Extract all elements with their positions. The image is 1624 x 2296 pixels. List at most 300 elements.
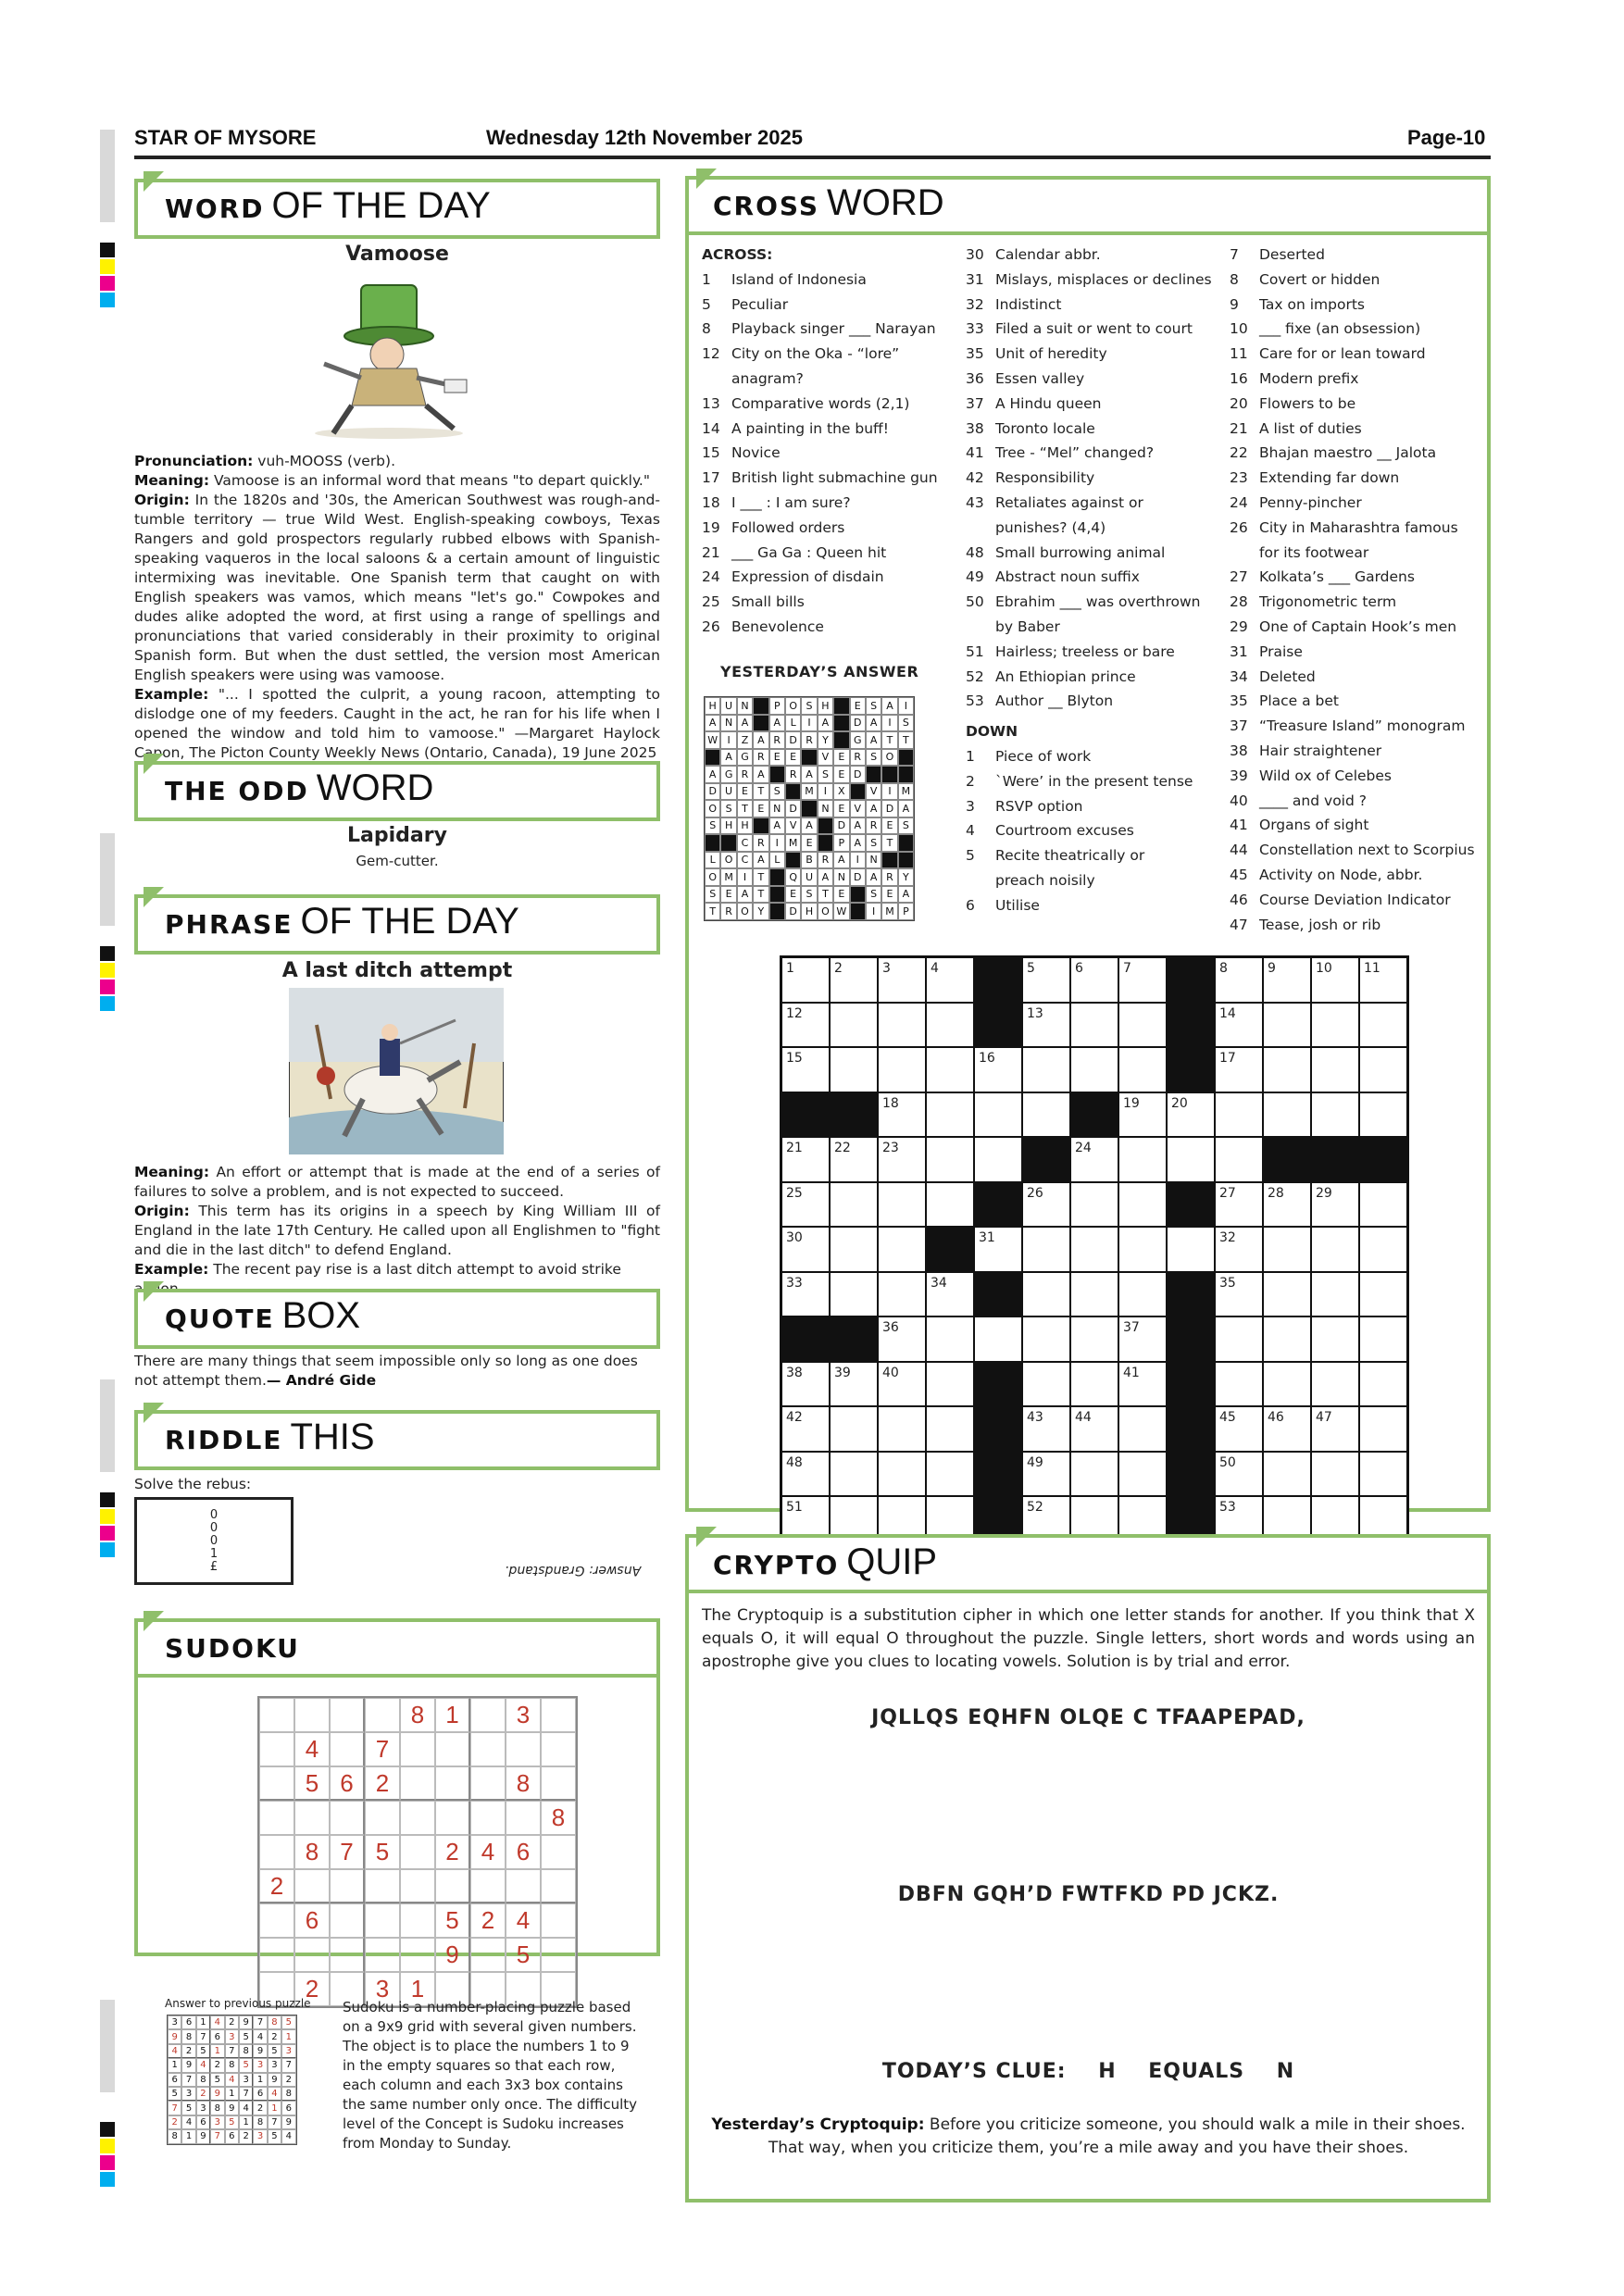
crossword-cell[interactable] [1264,1004,1310,1047]
crossword-cell[interactable] [1264,1183,1310,1227]
sudoku-cell[interactable] [506,1801,541,1835]
crossword-cell[interactable] [879,1453,925,1496]
crossword-cell[interactable] [1216,1138,1262,1181]
clue-text: An Ethiopian prince [995,668,1136,685]
sudoku-cell[interactable] [506,1732,541,1766]
clue-number: 13 [702,394,720,412]
sudoku-cell[interactable]: 8 [506,1766,541,1801]
crossword-cell[interactable] [1119,1317,1166,1361]
crossword-cell[interactable] [1119,1228,1166,1271]
crossword-cell[interactable] [975,1093,1021,1137]
sudoku-cell[interactable]: 8 [400,1698,435,1732]
sudoku-cell[interactable] [470,1766,506,1801]
crossword-cell[interactable] [1312,958,1358,1002]
clue-number: 21 [1230,419,1248,437]
register-yellow [100,963,115,978]
sudoku-cell[interactable] [294,1869,330,1903]
crossword-cell[interactable] [927,1273,973,1316]
crossword-cell[interactable] [1071,1363,1118,1406]
yesterday-cell [818,834,833,852]
register-yellow [100,2139,115,2153]
clue-number: 25 [702,593,720,611]
yesterday-cell [850,783,866,801]
crossword-cell[interactable] [927,1363,973,1406]
yesterday-cell: S [866,749,881,767]
crossword-cell[interactable] [1071,1273,1118,1316]
sudoku-cell[interactable] [400,1938,435,1972]
crossword-cell[interactable] [1360,1093,1406,1137]
crossword-cell[interactable] [879,1004,925,1047]
sudoku-cell[interactable] [435,1732,470,1766]
sudoku-cell[interactable]: 7 [365,1732,400,1766]
crossword-cell[interactable] [782,1183,829,1227]
crossword-cell[interactable] [1264,1363,1310,1406]
crossword-cell[interactable] [1216,1228,1262,1271]
prev-sudoku-cell: 6 [168,2073,181,2087]
sudoku-cell[interactable] [259,1903,294,1938]
sudoku-cell[interactable] [330,1732,365,1766]
crossword-cell[interactable] [1071,1183,1118,1227]
sudoku-cell[interactable]: 6 [294,1903,330,1938]
sudoku-cell[interactable] [330,1938,365,1972]
crossword-cell[interactable] [879,1048,925,1092]
sudoku-cell[interactable]: 8 [294,1835,330,1869]
yesterday-cell: G [850,731,866,749]
crossword-cell[interactable] [1216,1317,1262,1361]
sudoku-cell[interactable]: 2 [470,1903,506,1938]
sudoku-cell[interactable] [365,1801,400,1835]
clue [966,843,1216,868]
clue [1230,441,1480,466]
sudoku-cell[interactable] [330,1698,365,1732]
sudoku-cell[interactable] [365,1903,400,1938]
crossword-cell[interactable] [1264,1453,1310,1496]
crossword-cell[interactable] [782,1407,829,1451]
sudoku-cell[interactable] [294,1698,330,1732]
crossword-cell[interactable] [1071,958,1118,1002]
clue [1230,714,1480,739]
odd-word-title: THE ODD WORD [165,767,434,808]
sudoku-cell[interactable]: 7 [330,1835,365,1869]
crossword-cell[interactable] [1264,1317,1310,1361]
crossword-cell[interactable] [927,1138,973,1181]
register-bar [100,1379,115,1472]
crossword-cell[interactable] [1119,1273,1166,1316]
crossword-cell[interactable] [1119,1363,1166,1406]
yesterday-cell: D [850,868,866,886]
sudoku-cell[interactable] [400,1903,435,1938]
crossword-cell[interactable] [1119,1004,1166,1047]
clue-number: 35 [1230,693,1248,710]
crossword-cell[interactable] [879,1228,925,1271]
cell-number: 51 [786,1500,803,1515]
prev-sudoku-cell: 1 [196,2015,210,2029]
clue [1230,392,1480,417]
crossword-cell[interactable] [782,1453,829,1496]
crossword-cell[interactable] [1023,1273,1069,1316]
crossword-cell[interactable] [1312,1048,1358,1092]
clue-number: 7 [1230,246,1239,263]
clue-number: 41 [966,444,984,462]
crossword-cell[interactable] [1360,1004,1406,1047]
yesterday-cell: A [850,834,866,852]
crossword-cell[interactable] [1023,1317,1069,1361]
crossword-cell[interactable] [1312,1453,1358,1496]
crossword-cell[interactable] [1360,1363,1406,1406]
yesterday-cell: E [737,783,753,801]
crossword-cell[interactable] [782,958,829,1002]
crossword-cell[interactable] [831,958,877,1002]
clue-text: Activity on Node, abbr. [1259,866,1423,883]
clue-text: Bhajan maestro __ Jalota [1259,444,1437,462]
sudoku-cell[interactable] [400,1732,435,1766]
crossword-cell[interactable] [1071,1453,1118,1496]
crossword-cell[interactable] [927,1004,973,1047]
cryptoquip-clue: TODAY’S CLUE: H EQUALS N [881,2060,1295,2083]
sudoku-cell[interactable]: 5 [365,1835,400,1869]
crossword-cell[interactable] [927,1453,973,1496]
clue-text: for its footwear [1259,543,1369,561]
clue [1230,243,1480,268]
clue-number: 26 [702,618,720,635]
sudoku-cell[interactable] [259,1835,294,1869]
clue-text: Utilise [995,896,1040,914]
yesterday-cell: S [720,800,736,817]
crossword-cell[interactable] [831,1228,877,1271]
yesterday-cell: Y [818,731,833,749]
sudoku-cell[interactable]: 2 [435,1835,470,1869]
clue [702,590,952,615]
crossword-cell[interactable] [975,1048,1021,1092]
yesterday-cell: T [881,731,897,749]
crossword-cell[interactable] [831,1273,877,1316]
crossword-cell[interactable] [1360,1048,1406,1092]
crossword-cell[interactable] [1360,1228,1406,1271]
crossword-cell[interactable] [1119,958,1166,1002]
sudoku-cell[interactable]: 5 [506,1938,541,1972]
crossword-cell[interactable] [927,958,973,1002]
quote-author: — André Gide [266,1372,377,1389]
yesterday-cell: T [753,868,768,886]
sudoku-cell[interactable] [330,1869,365,1903]
yesterday-cell: A [705,715,720,732]
crossword-cell[interactable] [1023,1004,1069,1047]
sudoku-cell[interactable] [400,1869,435,1903]
clue-number: 31 [966,270,984,288]
sudoku-cell[interactable] [365,1698,400,1732]
crossword-cell[interactable] [1023,1093,1069,1137]
sudoku-cell[interactable]: 2 [365,1766,400,1801]
crossword-cell[interactable] [1360,1273,1406,1316]
crossword-cell [1023,1138,1069,1181]
crossword-cell[interactable] [831,1363,877,1406]
sudoku-cell[interactable] [259,1698,294,1732]
crossword-cell[interactable] [1312,1273,1358,1316]
sudoku-cell[interactable] [330,1903,365,1938]
crossword-cell[interactable] [1312,1183,1358,1227]
sudoku-cell[interactable] [435,1801,470,1835]
clue-number: 6 [966,896,975,914]
crossword-cell[interactable] [1023,958,1069,1002]
crossword-cell[interactable] [879,1273,925,1316]
crossword-cell[interactable] [1360,1183,1406,1227]
crossword-cell[interactable] [1071,1138,1118,1181]
crossword-cell[interactable] [831,1407,877,1451]
crossword-cell[interactable] [1264,1273,1310,1316]
clue [1230,367,1480,392]
crossword-cell[interactable] [1264,958,1310,1002]
crossword-cell[interactable] [1264,1228,1310,1271]
crossword-cell[interactable] [1071,1048,1118,1092]
sudoku-cell[interactable]: 6 [330,1766,365,1801]
sudoku-cell[interactable]: 2 [259,1869,294,1903]
cell-number: 36 [882,1320,899,1335]
sudoku-cell[interactable]: 1 [400,1972,435,2006]
crossword-cell[interactable] [1216,1407,1262,1451]
crossword-cell[interactable] [1312,1363,1358,1406]
crossword-cell[interactable] [1168,1228,1214,1271]
prev-sudoku-cell: 7 [181,2073,195,2087]
crossword-cell[interactable] [1023,1228,1069,1271]
clue-text: City in Maharashtra famous [1259,518,1458,536]
sudoku-cell[interactable]: 9 [435,1938,470,1972]
sudoku-cell[interactable] [259,1766,294,1801]
cell-number: 42 [786,1410,803,1425]
sudoku-cell[interactable]: 4 [470,1835,506,1869]
crossword-cell[interactable] [782,1273,829,1316]
crossword-cell[interactable] [1071,1228,1118,1271]
sudoku-cell[interactable] [470,1869,506,1903]
crossword-cell[interactable] [831,1138,877,1181]
prev-sudoku-cell: 6 [210,2029,224,2043]
sudoku-cell[interactable] [470,1732,506,1766]
crossword-cell[interactable] [831,1183,877,1227]
crossword-cell[interactable] [782,1138,829,1181]
crossword-cell[interactable] [1071,1004,1118,1047]
sudoku-cell[interactable] [541,1869,576,1903]
sudoku-cell[interactable] [541,1766,576,1801]
clue-number: 53 [966,693,984,710]
crossword-cell[interactable] [927,1317,973,1361]
crossword-cell[interactable] [782,1004,829,1047]
clue-number: 34 [1230,668,1248,685]
crossword-cell[interactable] [1216,1453,1262,1496]
sudoku-cell[interactable] [435,1766,470,1801]
clue-text: Tax on imports [1259,295,1365,313]
crossword-cell[interactable] [879,1363,925,1406]
crossword-cell[interactable] [1023,1453,1069,1496]
sudoku-cell[interactable] [470,1698,506,1732]
sudoku-cell[interactable] [470,1938,506,1972]
clue-text: Courtroom excuses [995,822,1134,840]
crossword-cell[interactable] [1360,958,1406,1002]
crossword-cell[interactable] [879,958,925,1002]
prev-sudoku-cell: 6 [196,2115,210,2129]
crossword-cell[interactable] [1264,1093,1310,1137]
yesterday-cell: E [881,817,897,835]
sudoku-cell[interactable] [365,1869,400,1903]
cell-number: 11 [1364,961,1380,976]
clue-number [966,615,995,640]
crossword-cell[interactable] [782,1048,829,1092]
sudoku-cell[interactable] [541,1732,576,1766]
crossword-cell[interactable] [1119,1138,1166,1181]
sudoku-cell[interactable] [294,1938,330,1972]
crossword-cell[interactable] [1168,1138,1214,1181]
sudoku-cell[interactable] [541,1698,576,1732]
sudoku-cell[interactable]: 3 [365,1972,400,2006]
sudoku-cell[interactable] [400,1835,435,1869]
cell-number: 35 [1219,1275,1236,1291]
sudoku-cell[interactable]: 3 [506,1698,541,1732]
yesterday-cell: A [833,852,849,869]
crossword-cell[interactable] [879,1317,925,1361]
crossword-cell[interactable] [927,1048,973,1092]
clue [966,868,1216,893]
sudoku-cell[interactable]: 5 [435,1903,470,1938]
clue-number: 8 [702,320,711,338]
sudoku-cell[interactable]: 4 [294,1732,330,1766]
sudoku-cell[interactable]: 2 [294,1972,330,2006]
crossword-cell[interactable] [1168,1093,1214,1137]
sudoku-cell[interactable]: 6 [506,1835,541,1869]
crossword-cell[interactable] [1216,1363,1262,1406]
crossword-cell[interactable] [1312,1228,1358,1271]
crossword-cell[interactable] [879,1407,925,1451]
prev-sudoku-cell: 4 [253,2029,267,2043]
clue [1230,913,1480,938]
clue-number [966,516,995,541]
crossword-cell[interactable] [1216,1183,1262,1227]
cryptoquip-intro: The Cryptoquip is a substitution cipher in which one letter stands for another. If you think that X equals O, it will equal O throughout the puzzle. Single letters, short words and words using an apostrophe give you clues to locating vowels. Solution is by trial and error. [702,1606,1475,1671]
crossword-cell[interactable] [1071,1317,1118,1361]
crossword-cell[interactable] [782,1228,829,1271]
across-clues-column-1 [702,243,952,640]
crossword-cell[interactable] [1023,1363,1069,1406]
crossword-cell[interactable] [1119,1093,1166,1137]
clue [1230,342,1480,367]
crossword-cell[interactable] [1216,1273,1262,1316]
yesterday-cell: T [753,886,768,904]
section-flag [144,887,164,907]
sudoku-cell[interactable] [435,1869,470,1903]
crossword-cell[interactable] [782,1363,829,1406]
crossword-cell[interactable] [1360,1317,1406,1361]
sudoku-cell[interactable] [365,1938,400,1972]
crossword-cell[interactable] [1071,1407,1118,1451]
crossword-cell[interactable] [1119,1407,1166,1451]
crossword-cell[interactable] [1023,1407,1069,1451]
yesterday-cell: D [850,766,866,783]
crossword-cell[interactable] [927,1183,973,1227]
sudoku-cell[interactable] [259,1938,294,1972]
yesterday-cell: A [801,766,817,783]
crossword-cell[interactable] [879,1138,925,1181]
prev-sudoku-cell: 6 [181,2015,195,2029]
cell-number: 49 [1027,1454,1043,1470]
crossword-cell[interactable] [1119,1048,1166,1092]
yesterday-cell: N [720,715,736,732]
crossword-cell[interactable] [1360,1407,1406,1451]
crossword-cell[interactable] [1119,1183,1166,1227]
clue [702,615,952,640]
clue [966,744,1216,769]
sudoku-cell[interactable] [330,1801,365,1835]
crossword-cell[interactable] [1216,1004,1262,1047]
crossword-cell[interactable] [1216,1093,1262,1137]
crossword-cell[interactable] [1216,1048,1262,1092]
crossword-title: CROSS WORD [713,182,944,223]
crossword-cell[interactable] [927,1093,973,1137]
cell-number: 28 [1268,1185,1284,1201]
crossword-cell[interactable] [1264,1048,1310,1092]
crossword-cell[interactable] [1312,1004,1358,1047]
sudoku-cell[interactable] [259,1801,294,1835]
crossword-cell[interactable] [1023,1048,1069,1092]
crossword-cell [1360,1138,1406,1181]
yesterday-cell: A [769,715,785,732]
crossword-cell[interactable] [1023,1183,1069,1227]
sudoku-cell[interactable] [259,1732,294,1766]
cell-number: 53 [1219,1500,1236,1515]
crossword-cell [1168,1407,1214,1451]
clue [966,615,1216,640]
prev-sudoku-cell: 7 [268,2115,281,2129]
sudoku-cell[interactable] [400,1801,435,1835]
crossword-cell[interactable] [831,1453,877,1496]
crossword-cell[interactable] [1312,1093,1358,1137]
clue-text: A list of duties [1259,419,1362,437]
clue-text: Organs of sight [1259,817,1369,834]
sudoku-cell[interactable] [400,1766,435,1801]
crossword-cell[interactable] [879,1183,925,1227]
sudoku-cell[interactable]: 8 [541,1801,576,1835]
cell-number: 33 [786,1275,803,1291]
yesterday-cell: S [866,886,881,904]
crossword-cell[interactable] [975,1138,1021,1181]
sudoku-cell[interactable] [506,1869,541,1903]
crossword-cell[interactable] [879,1093,925,1137]
crossword-cell[interactable] [1312,1407,1358,1451]
crossword-cell[interactable] [831,1048,877,1092]
sudoku-cell[interactable] [470,1801,506,1835]
prev-sudoku-cell: 4 [225,2073,239,2087]
yesterday-cell: S [769,783,785,801]
crossword-cell[interactable] [1216,958,1262,1002]
sudoku-cell[interactable]: 4 [506,1903,541,1938]
crossword-cell[interactable] [831,1004,877,1047]
crossword-cell[interactable] [927,1407,973,1451]
sudoku-cell[interactable] [541,1938,576,1972]
sudoku-cell[interactable] [294,1801,330,1835]
sudoku-cell[interactable] [541,1835,576,1869]
yesterday-cell: O [818,903,833,920]
crossword-cell[interactable] [975,1228,1021,1271]
crossword-cell[interactable] [1264,1407,1310,1451]
sudoku-cell[interactable]: 1 [435,1698,470,1732]
crossword-cell[interactable] [1119,1453,1166,1496]
yesterday-cell: M [881,903,897,920]
clue [966,689,1216,714]
clue-text: “Treasure Island” monogram [1259,718,1466,735]
sudoku-cell[interactable]: 5 [294,1766,330,1801]
crossword-cell[interactable] [1312,1317,1358,1361]
crossword-cell[interactable] [1360,1453,1406,1496]
crossword-cell[interactable] [975,1317,1021,1361]
cell-number: 37 [1123,1320,1140,1335]
prev-sudoku-cell: 1 [210,2044,224,2058]
sudoku-cell[interactable] [541,1903,576,1938]
